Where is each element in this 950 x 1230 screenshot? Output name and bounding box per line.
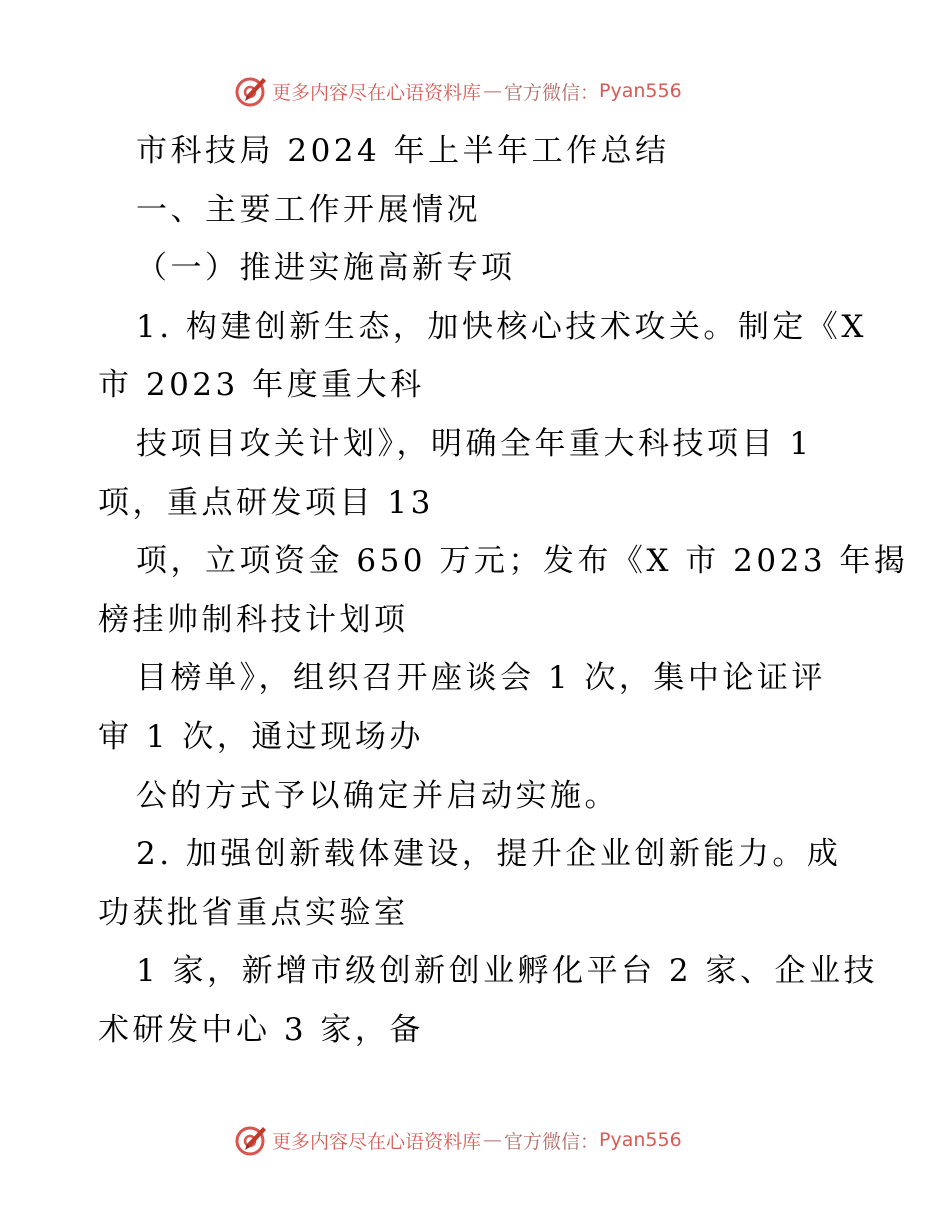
doc-line: 术研发中心 3 家，备 xyxy=(98,1011,424,1048)
doc-line: 榜挂帅制科技计划项 xyxy=(98,601,409,638)
pen-logo-icon xyxy=(234,1123,268,1157)
watermark-label: 官方微信： xyxy=(504,1130,600,1153)
watermark-footer xyxy=(234,1122,682,1158)
doc-line: 目榜单》，组织召开座谈会 1 次，集中论证评 xyxy=(136,660,826,697)
watermark-id: Pyan556 xyxy=(599,1129,682,1151)
watermark-label: 官方微信： xyxy=(504,81,600,104)
doc-line: （一）推进实施高新专项 xyxy=(136,250,516,287)
doc-line: 1 家，新增市级创新创业孵化平台 2 家、企业技 xyxy=(136,953,879,990)
watermark-text: 更多内容尽在心语资料库 xyxy=(272,81,482,104)
document-body xyxy=(98,122,909,1060)
pen-logo-icon xyxy=(234,74,268,108)
watermark-header xyxy=(234,73,682,109)
doc-line: 项，立项资金 650 万元；发布《X 市 2023 年揭 xyxy=(136,543,909,580)
doc-line: 市 2023 年度重大科 xyxy=(98,367,425,404)
watermark-text: 更多内容尽在心语资料库 xyxy=(272,1130,482,1153)
doc-line: 公的方式予以确定并启动实施。 xyxy=(136,777,619,814)
doc-line: 技项目攻关计划》，明确全年重大科技项目 1 xyxy=(136,425,813,462)
doc-line: 一、主要工作开展情况 xyxy=(136,191,481,228)
watermark-dash: — xyxy=(483,80,503,102)
watermark-id: Pyan556 xyxy=(599,80,682,102)
doc-line: 2. 加强创新载体建设，提升企业创新能力。成 xyxy=(136,836,842,873)
watermark-dash: — xyxy=(483,1129,503,1151)
doc-line: 项，重点研发项目 13 xyxy=(98,484,434,521)
doc-line: 1. 构建创新生态，加快核心技术攻关。制定《X xyxy=(136,308,867,345)
doc-line: 功获批省重点实验室 xyxy=(98,894,409,931)
doc-line: 审 1 次，通过现场办 xyxy=(98,718,424,755)
doc-line: 市科技局 2024 年上半年工作总结 xyxy=(136,133,670,169)
